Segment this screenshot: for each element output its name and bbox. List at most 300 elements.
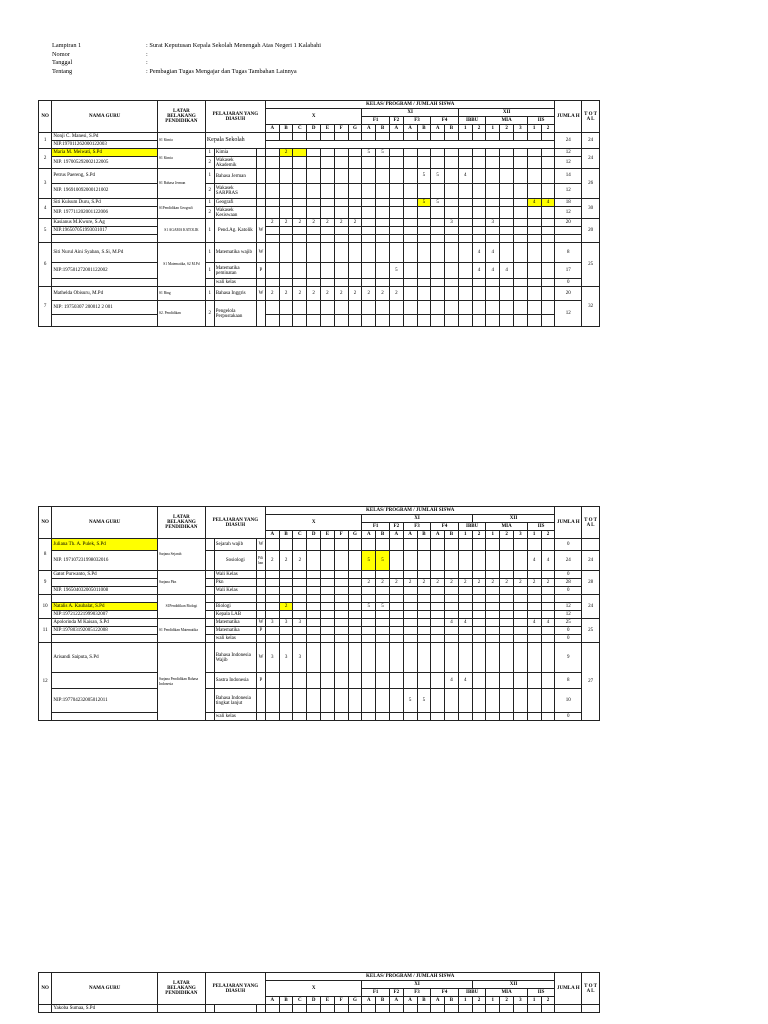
class-count-cell [458, 279, 472, 287]
col-pelajaran: PELAJARAN YANG DIASUH [205, 101, 265, 133]
class-count-cell [403, 219, 417, 227]
x-letter: A [265, 531, 279, 539]
class-count-cell [472, 627, 486, 635]
xii-num: 2 [472, 997, 486, 1005]
class-count-cell: 2 [293, 287, 307, 301]
class-count-cell [279, 611, 293, 619]
class-count-cell [472, 539, 486, 551]
subject-index [205, 713, 214, 721]
class-count-cell [389, 713, 403, 721]
class-count-cell [403, 571, 417, 579]
class-count-cell [389, 315, 403, 327]
class-count-cell [417, 227, 431, 235]
table-row [39, 141, 600, 149]
class-count-cell [541, 243, 555, 263]
class-count-cell [321, 235, 335, 243]
jumlah: 12 [555, 301, 582, 327]
class-count-cell [527, 243, 541, 263]
subject-type: W [256, 643, 265, 673]
table-row [39, 587, 600, 595]
class-count-cell: 3 [486, 219, 500, 227]
class-count-cell [389, 207, 403, 219]
class-count-cell [307, 673, 321, 689]
class-count-cell [513, 227, 527, 235]
class-count-cell [403, 587, 417, 595]
class-count-cell [293, 611, 307, 619]
teacher-extra [52, 673, 158, 689]
xi-letter: B [417, 125, 431, 133]
class-count-cell [527, 611, 541, 619]
xi-letter: B [445, 531, 459, 539]
class-count-cell [472, 133, 486, 141]
class-count-cell [500, 279, 514, 287]
class-count-cell [307, 301, 321, 315]
class-count-cell [417, 184, 431, 199]
class-count-cell [500, 595, 514, 603]
class-count-cell [472, 571, 486, 579]
class-count-cell [321, 627, 335, 635]
class-count-cell: 2 [348, 287, 362, 301]
col-f3: F3 [403, 523, 431, 531]
jumlah: 0 [555, 587, 582, 595]
class-count-cell [458, 627, 472, 635]
class-count-cell [307, 207, 321, 219]
class-count-cell [279, 263, 293, 279]
class-count-cell [389, 279, 403, 287]
class-count-cell [486, 157, 500, 169]
class-count-cell: 2 [265, 287, 279, 301]
class-count-cell [376, 627, 390, 635]
class-count-cell [389, 619, 403, 627]
class-count-cell [527, 627, 541, 635]
xi-letter: B [417, 531, 431, 539]
class-count-cell [307, 235, 321, 243]
class-count-cell [293, 235, 307, 243]
class-count-cell [527, 263, 541, 279]
teacher-name: Gatot Purwanto, S.Pd [52, 571, 158, 579]
class-count-cell [513, 643, 527, 673]
class-count-cell [417, 635, 431, 643]
jumlah: 0 [555, 279, 582, 287]
class-count-cell [417, 243, 431, 263]
class-count-cell [403, 184, 417, 199]
class-count-cell [527, 643, 541, 673]
class-count-cell [458, 199, 472, 207]
class-count-cell [541, 207, 555, 219]
class-count-cell: 2 [279, 149, 293, 157]
class-count-cell [541, 571, 555, 579]
xi-letter: B [376, 997, 390, 1005]
row-no: 8 [39, 539, 52, 571]
table-row [39, 157, 600, 169]
class-count-cell [458, 227, 472, 235]
class-count-cell [527, 169, 541, 184]
teacher-name: Juliana Th. A. Pulek, S.Pd [52, 539, 158, 551]
class-count-cell [362, 595, 376, 603]
class-count-cell [334, 235, 348, 243]
class-count-cell [541, 315, 555, 327]
class-count-cell [431, 184, 445, 199]
class-count-cell [486, 279, 500, 287]
class-count-cell [279, 199, 293, 207]
class-count-cell: 4 [527, 619, 541, 627]
class-count-cell [321, 207, 335, 219]
class-count-cell [334, 689, 348, 713]
class-count-cell [486, 713, 500, 721]
class-count-cell [445, 627, 459, 635]
subject: Sejarah wajib [214, 539, 256, 551]
class-count-cell [472, 551, 486, 571]
col-x: X [265, 109, 361, 125]
class-count-cell [541, 149, 555, 157]
class-count-cell [527, 301, 541, 315]
class-count-cell [403, 301, 417, 315]
class-count-cell [376, 595, 390, 603]
class-count-cell [500, 235, 514, 243]
class-count-cell [541, 263, 555, 279]
class-count-cell [265, 713, 279, 721]
class-count-cell [472, 219, 486, 227]
class-count-cell [389, 603, 403, 611]
col-iis: IIS [527, 989, 555, 997]
teacher-name: Petrus Paereng, S.Pd [52, 169, 158, 184]
class-count-cell [334, 315, 348, 327]
subject: Pengelola Perpustakaan [214, 301, 256, 327]
class-count-cell: 5 [376, 551, 390, 571]
education: S1 Kimia [158, 149, 206, 169]
class-count-cell [527, 227, 541, 235]
col-kelas: KELAS/ PROGRAM / JUMLAH SISWA [265, 973, 555, 981]
col-xi: XI [362, 515, 472, 523]
class-count-cell [500, 301, 514, 315]
subject: Wakasek SARPRAS [214, 184, 256, 199]
class-count-cell: 2 [500, 579, 514, 587]
class-count-cell [513, 263, 527, 279]
teacher-name: Siti Kulsum Duru, S.Pd [52, 199, 158, 207]
x-letter: C [293, 997, 307, 1005]
row-no: 3 [39, 169, 52, 199]
class-count-cell [334, 571, 348, 579]
class-count-cell [376, 199, 390, 207]
class-count-cell [376, 713, 390, 721]
class-count-cell [403, 279, 417, 287]
row-no: 10 [39, 595, 52, 619]
col-kelas: KELAS/ PROGRAM / JUMLAH SISWA [265, 101, 555, 109]
x-letter: C [293, 531, 307, 539]
class-count-cell [431, 587, 445, 595]
class-count-cell [500, 199, 514, 207]
teacher-extra [52, 279, 158, 287]
class-count-cell [486, 571, 500, 579]
class-count-cell [362, 235, 376, 243]
class-count-cell: 5 [417, 199, 431, 207]
class-count-cell [541, 539, 555, 551]
class-count-cell [376, 207, 390, 219]
jumlah: 0 [555, 539, 582, 551]
class-count-cell [376, 169, 390, 184]
subject-type: P [256, 263, 265, 279]
class-count-cell [307, 279, 321, 287]
class-count-cell [458, 713, 472, 721]
col-mia: MIA [486, 989, 527, 997]
xi-letter: A [403, 125, 417, 133]
col-latar: LATAR BELAKANG PENDIDIKAN [158, 507, 206, 539]
class-count-cell [513, 219, 527, 227]
class-count-cell [541, 643, 555, 673]
subject-type [256, 713, 265, 721]
class-count-cell [376, 263, 390, 279]
class-count-cell [445, 643, 459, 673]
class-count-cell [527, 149, 541, 157]
class-count-cell [431, 207, 445, 219]
subject-type [256, 199, 265, 207]
class-count-cell [376, 301, 390, 315]
class-count-cell [541, 611, 555, 619]
class-count-cell: 4 [486, 243, 500, 263]
xi-letter: A [362, 997, 376, 1005]
class-count-cell [307, 635, 321, 643]
class-count-cell [334, 199, 348, 207]
class-count-cell [376, 619, 390, 627]
class-count-cell [362, 227, 376, 235]
class-count-cell [500, 539, 514, 551]
education: Sarjana Pendidikan Bahasa Indonesia [158, 643, 206, 721]
class-count-cell [321, 157, 335, 169]
class-count-cell [445, 279, 459, 287]
class-count-cell [541, 301, 555, 315]
subject: Wali Kelas [214, 587, 256, 595]
col-f1: F1 [362, 117, 390, 125]
subject: Wali Kelas [214, 571, 256, 579]
jumlah: 8 [555, 673, 582, 689]
class-count-cell: 2 [293, 219, 307, 227]
class-count-cell [513, 673, 527, 689]
class-count-cell [486, 603, 500, 611]
class-count-cell [445, 635, 459, 643]
teacher-extra [52, 315, 158, 327]
class-count-cell [389, 157, 403, 169]
class-count-cell [362, 133, 376, 141]
subject-type: W [256, 539, 265, 551]
subject-type: W [256, 619, 265, 627]
row-no: 6 [39, 243, 52, 287]
class-count-cell [376, 184, 390, 199]
class-count-cell [417, 587, 431, 595]
class-count-cell [403, 627, 417, 635]
education: S2. Pendidikan [158, 301, 206, 327]
class-count-cell [334, 263, 348, 279]
class-count-cell [376, 219, 390, 227]
class-count-cell [265, 157, 279, 169]
table-row [39, 243, 600, 263]
class-count-cell [513, 689, 527, 713]
class-count-cell: 2 [279, 219, 293, 227]
class-count-cell [445, 235, 459, 243]
subject [214, 595, 256, 603]
class-count-cell [334, 579, 348, 587]
class-count-cell [541, 635, 555, 643]
subject-type: P [256, 673, 265, 689]
class-count-cell [362, 571, 376, 579]
class-count-cell [348, 184, 362, 199]
class-count-cell [293, 579, 307, 587]
class-count-cell [389, 627, 403, 635]
class-count-cell [431, 627, 445, 635]
subject-type [256, 149, 265, 157]
class-count-cell [293, 539, 307, 551]
col-f2: F2 [389, 989, 403, 997]
class-count-cell [541, 133, 555, 141]
table-row [39, 315, 600, 327]
class-count-cell [513, 199, 527, 207]
xii-num: 2 [500, 125, 514, 133]
class-count-cell [334, 301, 348, 315]
class-count-cell [417, 157, 431, 169]
class-count-cell [293, 133, 307, 141]
subject: wali kelas [214, 713, 256, 721]
class-count-cell [348, 149, 362, 157]
class-count-cell [362, 627, 376, 635]
class-count-cell [293, 199, 307, 207]
class-count-cell [321, 619, 335, 627]
col-no: NO [39, 101, 52, 133]
class-count-cell [362, 207, 376, 219]
class-count-cell [265, 539, 279, 551]
col-no: NO [39, 973, 52, 1005]
class-count-cell: 3 [293, 643, 307, 673]
class-count-cell [307, 263, 321, 279]
header-key: Tanggal [52, 59, 73, 66]
class-count-cell [265, 673, 279, 689]
class-count-cell [293, 169, 307, 184]
class-count-cell [417, 539, 431, 551]
class-count-cell [265, 169, 279, 184]
class-count-cell: 2 [458, 579, 472, 587]
class-count-cell [348, 595, 362, 603]
class-count-cell [431, 539, 445, 551]
class-count-cell [431, 673, 445, 689]
col-ibbu: IBBU [458, 989, 486, 997]
class-count-cell: 5 [389, 263, 403, 279]
class-count-cell: 4 [541, 199, 555, 207]
class-count-cell [293, 227, 307, 235]
table-row [39, 207, 600, 219]
class-count-cell [472, 149, 486, 157]
col-x: X [265, 515, 361, 531]
class-count-cell [513, 133, 527, 141]
class-count-cell [362, 184, 376, 199]
class-count-cell [321, 315, 335, 327]
col-f3: F3 [403, 989, 431, 997]
class-count-cell [293, 587, 307, 595]
class-count-cell [307, 315, 321, 327]
subject-index [205, 673, 214, 689]
col-jumlah: JUMLA H [555, 507, 582, 539]
class-count-cell: 3 [265, 619, 279, 627]
col-latar: LATAR BELAKANG PENDIDIKAN [158, 101, 206, 133]
class-count-cell [376, 587, 390, 595]
class-count-cell [334, 227, 348, 235]
col-total: T O T A L [582, 507, 600, 539]
class-count-cell [389, 673, 403, 689]
class-count-cell [431, 301, 445, 315]
class-count-cell [458, 595, 472, 603]
x-letter: D [307, 531, 321, 539]
class-count-cell [376, 571, 390, 579]
class-count-cell [541, 219, 555, 227]
header-value: : Surat Keputusan Kepala Sekolah Menengah Atas Negeri 1 Kalabahi [146, 42, 322, 49]
jumlah: 12 [555, 157, 582, 169]
jumlah: 20 [555, 287, 582, 301]
class-count-cell: 2 [403, 579, 417, 587]
class-count-cell [445, 603, 459, 611]
col-iis: IIS [527, 117, 555, 125]
class-count-cell [431, 611, 445, 619]
subject-index [205, 579, 214, 587]
class-count-cell [307, 603, 321, 611]
xi-letter: A [389, 997, 403, 1005]
class-count-cell [500, 587, 514, 595]
class-count-cell [265, 627, 279, 635]
subject-type [256, 579, 265, 587]
class-count-cell: 2 [321, 219, 335, 227]
class-count-cell [417, 619, 431, 627]
jumlah: 12 [555, 184, 582, 199]
subject-index: 1 [205, 169, 214, 184]
class-count-cell [307, 689, 321, 713]
class-count-cell [500, 133, 514, 141]
class-count-cell [445, 169, 459, 184]
class-count-cell [472, 169, 486, 184]
class-count-cell [486, 287, 500, 301]
class-count-cell [265, 611, 279, 619]
class-count-cell [348, 169, 362, 184]
row-no: 4 [39, 199, 52, 219]
jumlah: 25 [555, 619, 582, 627]
class-count-cell [389, 227, 403, 235]
subject: Biologi [214, 603, 256, 611]
class-count-cell [500, 603, 514, 611]
x-letter: A [265, 997, 279, 1005]
class-count-cell [513, 301, 527, 315]
class-count-cell [513, 635, 527, 643]
x-letter: E [321, 531, 335, 539]
class-count-cell [321, 603, 335, 611]
class-count-cell [265, 301, 279, 315]
education: S1 Matematika, S2 M.Pd [158, 243, 206, 287]
class-count-cell [500, 713, 514, 721]
class-count-cell [500, 619, 514, 627]
class-count-cell: 2 [376, 287, 390, 301]
class-count-cell [348, 235, 362, 243]
x-letter: A [265, 125, 279, 133]
education: S1 Bing [158, 287, 206, 301]
class-count-cell [403, 227, 417, 235]
class-count-cell [513, 571, 527, 579]
xii-num: 1 [527, 125, 541, 133]
class-count-cell [321, 243, 335, 263]
subject-index [205, 279, 214, 287]
subject-index [205, 627, 214, 635]
jumlah: 12 [555, 149, 582, 157]
class-count-cell [265, 243, 279, 263]
col-jumlah: JUMLA H [555, 973, 582, 1005]
x-letter: F [334, 531, 348, 539]
class-count-cell [334, 713, 348, 721]
class-count-cell [389, 635, 403, 643]
subject-type [256, 635, 265, 643]
class-count-cell [403, 199, 417, 207]
